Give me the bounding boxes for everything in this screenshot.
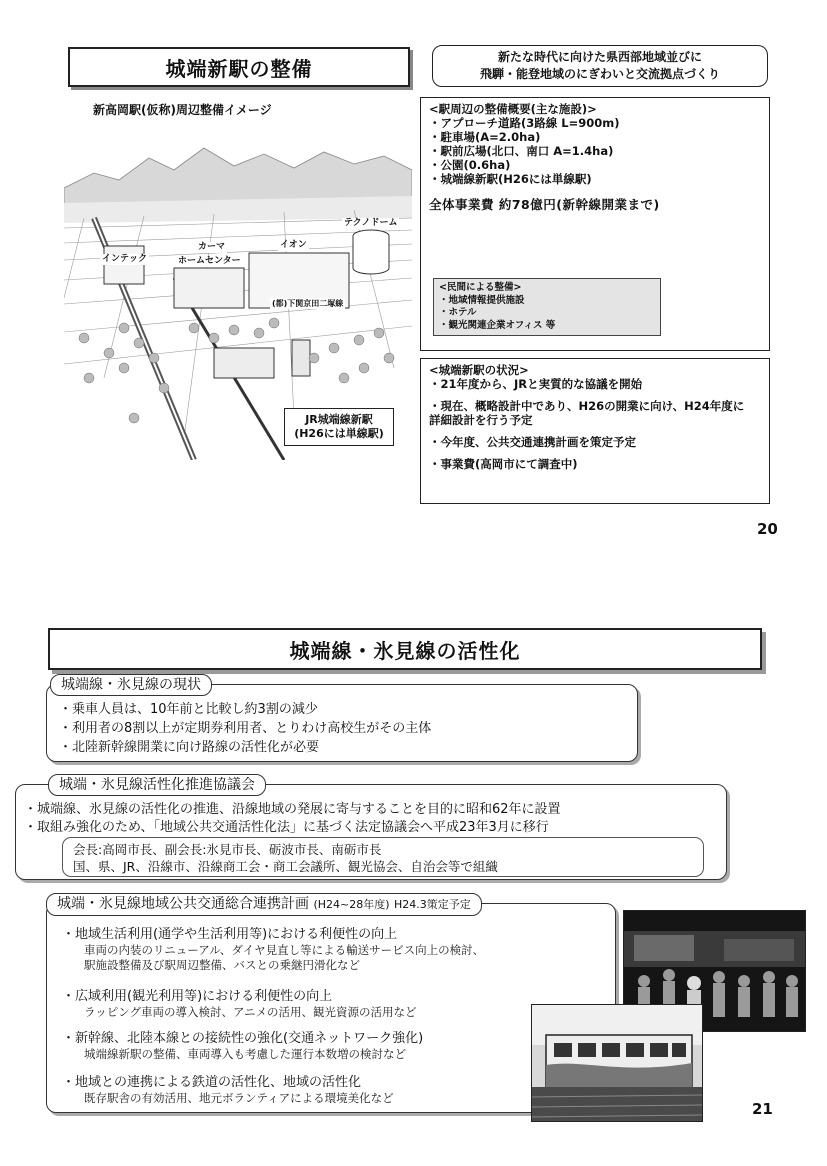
council-members-line-1: 会長:高岡市長、副会長:氷見市長、砺波市長、南砺市長 (73, 842, 382, 857)
council-tab: 城端・氷見線活性化推進協議会 (48, 774, 266, 796)
station-label-line-1: JR城端線新駅 (305, 413, 373, 426)
page20-slogan (432, 45, 768, 87)
new-station-label (284, 408, 394, 446)
overview-heading: <駅周辺の整備概要(主な施設)> (429, 102, 597, 116)
station-status-box (420, 358, 770, 504)
overview-item: ・駅前広場(北口、南口 A=1.4ha) (429, 144, 614, 158)
current-item: ・利用者の8割以上が定期券利用者、とりわけ高校生がその主体 (59, 721, 432, 736)
private-development-box (433, 278, 661, 336)
council-members-line-2: 国、県、JR、沿線市、沿線商工会・商工会議所、観光協会、自治会等で組織 (73, 859, 498, 874)
page20-title: 城端新駅の整備 (68, 47, 410, 87)
overview-item: ・アプローチ道路(3路線 L=900m) (429, 116, 620, 130)
plan-item (62, 926, 484, 973)
plan-tab-note: H24.3策定予定 (393, 898, 471, 911)
current-item: ・北陸新幹線開業に向け路線の活性化が必要 (59, 740, 320, 755)
station-label-line-2: (H26には単線駅) (294, 427, 384, 440)
train-photo (531, 1004, 703, 1122)
council-item: ・城端線、氷見線の活性化の推進、沿線地域の発展に寄与することを目的に昭和62年に設置 (24, 802, 561, 817)
map-label-aeon: イオン (280, 240, 307, 250)
page21-title: 城端線・氷見線の活性化 (48, 628, 762, 670)
plan-item-heading: ・地域生活利用(通学や生活利用等)における利便性の向上 (62, 927, 398, 942)
overview-item: ・駐車場(A=2.0ha) (429, 130, 541, 144)
plan-item (62, 1030, 423, 1062)
overview-item: ・公園(0.6ha) (429, 158, 511, 172)
plan-item-sub: ラッピング車両の導入検討、アニメの活用、観光資源の活用など (84, 1005, 417, 1019)
status-item: ・今年度、公共交通連携計画を策定予定 (429, 435, 636, 449)
overview-item: ・城端線新駅(H26には単線駅) (429, 172, 592, 186)
status-item: ・現在、概略設計中であり、H26の開業に向け、H24年度に (429, 399, 745, 413)
private-item: ・観光関連企業オフィス 等 (439, 319, 556, 331)
plan-tab-period: (H24~28年度) (313, 898, 390, 911)
status-item: ・21年度から、JRと実質的な協議を開始 (429, 377, 643, 391)
plan-item-heading: ・地域との連携による鉄道の活性化、地域の活性化 (62, 1075, 362, 1090)
overview-box (420, 97, 770, 351)
status-heading: <城端新駅の状況> (429, 363, 529, 377)
map-label-homecenter: ホームセンター (178, 256, 241, 266)
total-cost: 全体事業費 約78億円(新幹線開業まで) (429, 197, 660, 212)
council-members (62, 837, 704, 877)
page-number-21: 21 (752, 1100, 773, 1118)
train-photo-image (532, 1005, 703, 1122)
status-item: ・事業費(高岡市にて調査中) (429, 457, 578, 471)
map-label-techdome: テクノドーム (344, 218, 398, 228)
plan-item-sub: 駅施設整備及び駅周辺整備、バスとの乗継円滑化など (84, 958, 360, 972)
plan-tab (46, 893, 482, 916)
plan-item-heading: ・広域利用(観光利用等)における利便性の向上 (62, 989, 333, 1004)
page-number-20: 20 (757, 520, 778, 538)
plan-item-heading: ・新幹線、北陸本線との接続性の強化(交通ネットワーク強化) (62, 1031, 424, 1046)
illustration-caption: 新高岡駅(仮称)周辺整備イメージ (93, 103, 272, 117)
plan-item-sub: 城端線新駅の整備、車両導入も考慮した運行本数増の検討など (84, 1047, 406, 1061)
plan-item (62, 1074, 394, 1106)
map-label-intec: インテック (102, 254, 148, 264)
current-state-tab: 城端線・氷見線の現状 (50, 674, 212, 696)
private-item: ・ホテル (439, 307, 477, 318)
map-label-road: (都)下関京田二塚線 (272, 299, 344, 308)
slogan-line-1: 新たな時代に向けた県西部地域並びに (497, 50, 702, 64)
private-item: ・地域情報提供施設 (439, 294, 525, 306)
council-item: ・取組み強化のため、「地域公共交通活性化法」に基づく法定協議会へ平成23年3月に移行 (24, 820, 549, 835)
plan-item-sub: 車両の内装のリニューアル、ダイヤ見直し等による輸送サービス向上の検討、 (84, 943, 485, 957)
plan-tab-main: 城端・氷見線地域公共交通総合連携計画 (57, 896, 309, 912)
current-item: ・乗車人員は、10年前と比較し約3割の減少 (59, 702, 318, 717)
council-box (15, 784, 727, 880)
private-heading: <民間による整備> (439, 282, 522, 293)
slogan-line-2: 飛騨・能登地域のにぎわいと交流拠点づくり (479, 67, 720, 81)
status-item: 詳細設計を行う予定 (429, 413, 533, 427)
map-label-kama: カーマ (198, 242, 226, 252)
plan-item-sub: 既存駅舎の有効活用、地元ボランティアによる環境美化など (84, 1091, 394, 1105)
plan-item (62, 988, 416, 1020)
station-area-illustration (64, 118, 412, 460)
